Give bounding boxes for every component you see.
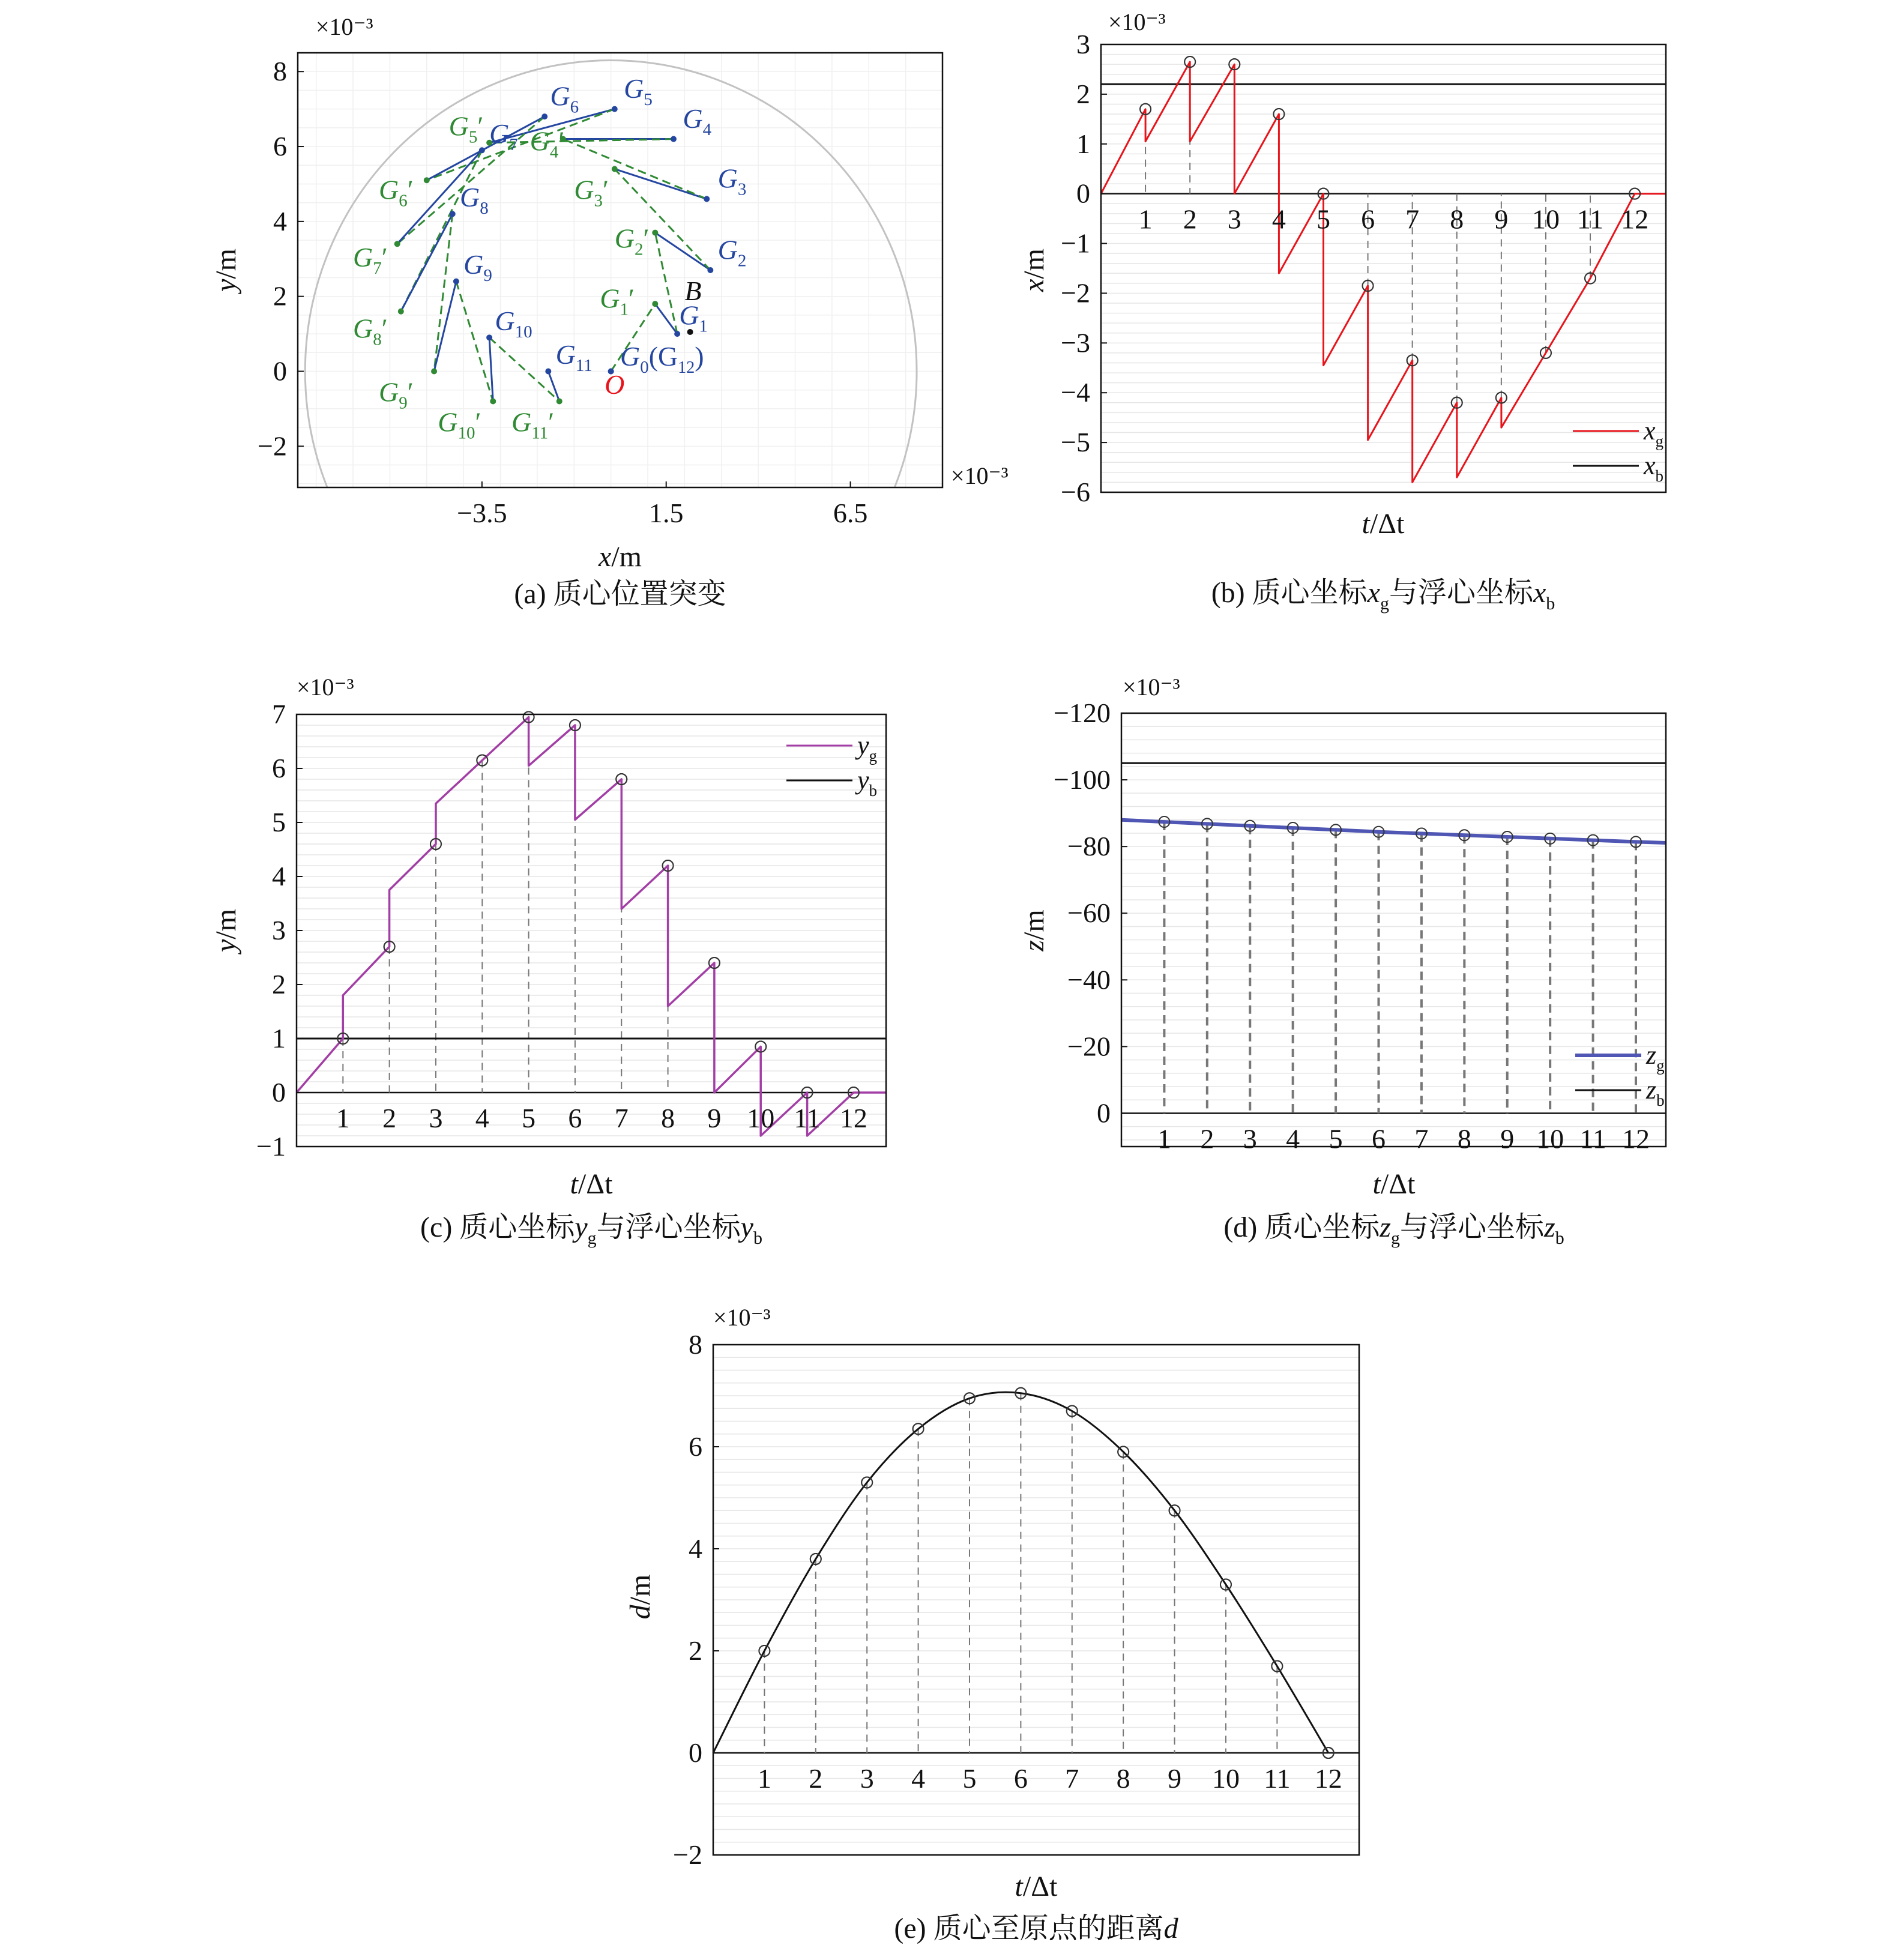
- x-tick-label: 5: [962, 1763, 977, 1794]
- point-g: [486, 334, 492, 340]
- y-tick-label: 1: [1076, 128, 1090, 159]
- label-origin: O: [605, 369, 625, 400]
- point-g-prime: [652, 301, 658, 307]
- y-tick-label: −100: [1054, 764, 1111, 795]
- x-tick-label: 6.5: [833, 498, 868, 528]
- y-tick-label: −6: [1061, 477, 1090, 507]
- x-axis-label: t/Δt: [1015, 1871, 1058, 1902]
- x-tick-label: 9: [707, 1103, 722, 1133]
- y-tick-label: 2: [689, 1635, 702, 1666]
- x-tick-label: 1: [1138, 204, 1153, 235]
- x-tick-label: 12: [1621, 204, 1649, 235]
- label-g-prime: $G_8'$: [353, 313, 388, 349]
- point-g: [704, 196, 710, 202]
- point-g-prime: [556, 398, 562, 404]
- label-g-prime: $G_{11}'$: [511, 406, 555, 443]
- point-g: [450, 211, 456, 217]
- label-g-prime: $G_5'$: [448, 110, 484, 147]
- x-tick-label: 2: [382, 1103, 397, 1133]
- panel-caption: (e) 质心至原点的距离d: [894, 1913, 1178, 1944]
- axis-exponent: ×10⁻³: [1108, 8, 1166, 35]
- label-g: $G_7$: [489, 118, 518, 154]
- y-tick-label: −5: [1061, 427, 1090, 458]
- y-tick-label: 8: [689, 1329, 702, 1360]
- label-g: $G_5$: [624, 73, 653, 109]
- label-g: $G_8$: [460, 181, 489, 218]
- y-tick-label: −60: [1067, 897, 1111, 929]
- y-tick-label: −40: [1067, 964, 1111, 995]
- x-tick-label: 7: [1065, 1763, 1079, 1794]
- label-g-prime: $G_{10}'$: [438, 406, 481, 443]
- x-axis-label: t/Δt: [570, 1168, 613, 1200]
- x-tick-label: 12: [1622, 1123, 1650, 1154]
- y-tick-label: 0: [689, 1737, 702, 1768]
- point-g: [479, 147, 485, 153]
- y-tick-label: −1: [256, 1131, 286, 1162]
- label-g: $G_{10}$: [495, 305, 532, 342]
- x-tick-label: 1: [336, 1103, 350, 1133]
- x-tick-label: 9: [1168, 1763, 1182, 1794]
- x-tick-label: 8: [661, 1103, 675, 1133]
- y-tick-label: −1: [1061, 228, 1090, 259]
- axis-exponent: ×10⁻³: [951, 462, 1009, 489]
- point-g: [453, 279, 459, 285]
- label-g: $G_4$: [683, 103, 712, 139]
- point-g: [707, 267, 713, 273]
- x-tick-label: 5: [522, 1103, 536, 1133]
- x-tick-label: 2: [1183, 204, 1197, 235]
- panel-caption: (c) 质心坐标$y_g$与浮心坐标$y_b$: [420, 1211, 762, 1248]
- y-tick-label: 3: [272, 915, 286, 945]
- y-tick-label: −120: [1054, 698, 1111, 728]
- axis-exponent: ×10⁻³: [297, 674, 354, 701]
- x-tick-label: −3.5: [457, 498, 507, 528]
- panel-caption: (b) 质心坐标$x_g$与浮心坐标$x_b$: [1211, 577, 1555, 614]
- point-g-prime: [652, 230, 658, 236]
- legend-label: $z_g$: [1646, 1040, 1665, 1075]
- y-tick-label: −2: [673, 1839, 702, 1870]
- label-g: $G_0(G_{12})$: [620, 341, 704, 378]
- x-tick-label: 4: [1286, 1123, 1300, 1154]
- x-tick-label: 9: [1500, 1123, 1515, 1154]
- point-g-prime: [398, 309, 404, 315]
- x-tick-label: 6: [1013, 1763, 1028, 1794]
- x-tick-label: 2: [1200, 1123, 1214, 1154]
- legend-label: $z_b$: [1646, 1075, 1665, 1109]
- label-g: $G_3$: [717, 163, 747, 199]
- y-tick-label: 7: [272, 699, 286, 729]
- x-tick-label: 4: [911, 1763, 926, 1794]
- label-g-prime: $G_1'$: [600, 283, 635, 319]
- legend-label: $y_b$: [857, 765, 878, 800]
- label-g-prime: $G_9'$: [379, 376, 414, 413]
- x-tick-label: 11: [1264, 1763, 1291, 1794]
- y-tick-label: 2: [1076, 78, 1090, 109]
- y-axis-label: x/m: [1018, 249, 1050, 292]
- y-tick-label: 6: [689, 1431, 702, 1462]
- y-tick-label: −2: [258, 430, 287, 462]
- y-tick-label: 6: [273, 131, 287, 162]
- y-tick-label: 0: [1097, 1097, 1111, 1129]
- x-tick-label: 11: [1576, 204, 1604, 235]
- point-g: [674, 331, 680, 337]
- y-axis-label: y/m: [210, 909, 242, 952]
- y-axis-label: d/m: [624, 1574, 656, 1620]
- label-g: $G_{11}$: [555, 339, 593, 376]
- point-g: [671, 136, 677, 142]
- y-tick-label: 0: [1076, 178, 1090, 209]
- y-tick-label: 1: [272, 1023, 286, 1054]
- y-tick-label: 6: [272, 753, 286, 783]
- x-tick-label: 1: [757, 1763, 771, 1794]
- point-g: [612, 106, 618, 112]
- x-tick-label: 3: [1243, 1123, 1257, 1154]
- x-tick-label: 6: [568, 1103, 582, 1133]
- legend-label: $x_g$: [1644, 416, 1664, 450]
- x-tick-label: 3: [429, 1103, 443, 1133]
- x-tick-label: 7: [1405, 204, 1420, 235]
- panel-caption: (d) 质心坐标$z_g$与浮心坐标$z_b$: [1223, 1211, 1564, 1248]
- y-tick-label: 3: [1076, 29, 1090, 59]
- point-g: [541, 113, 547, 119]
- x-tick-label: 1.5: [648, 498, 684, 528]
- x-tick-label: 11: [1579, 1123, 1606, 1154]
- x-tick-label: 8: [1116, 1763, 1130, 1794]
- x-tick-label: 10: [1536, 1123, 1564, 1154]
- x-tick-label: 5: [1329, 1123, 1343, 1154]
- point-g-prime: [490, 398, 496, 404]
- x-tick-label: 11: [794, 1103, 821, 1133]
- axis-exponent: ×10⁻³: [316, 13, 373, 40]
- y-tick-label: 5: [272, 807, 286, 837]
- legend-label: $x_b$: [1644, 451, 1664, 485]
- x-tick-label: 3: [860, 1763, 874, 1794]
- x-tick-label: 4: [475, 1103, 489, 1133]
- y-tick-label: 4: [273, 205, 287, 237]
- point-g-prime: [394, 241, 400, 247]
- y-tick-label: 8: [273, 56, 287, 87]
- y-tick-label: 2: [273, 280, 287, 312]
- x-tick-label: 12: [1314, 1763, 1342, 1794]
- axis-exponent: ×10⁻³: [713, 1304, 771, 1331]
- axis-exponent: ×10⁻³: [1123, 674, 1180, 701]
- x-tick-label: 2: [809, 1763, 823, 1794]
- label-g: $G_9$: [463, 249, 492, 286]
- label-g-prime: $G_2'$: [614, 223, 650, 259]
- x-tick-label: 8: [1457, 1123, 1471, 1154]
- label-b: B: [684, 275, 702, 306]
- x-tick-label: 6: [1361, 204, 1375, 235]
- label-g-prime: $G_3'$: [574, 174, 609, 211]
- x-axis-label: x/m: [599, 541, 642, 573]
- x-tick-label: 9: [1494, 204, 1509, 235]
- x-tick-label: 7: [614, 1103, 629, 1133]
- y-axis-label: z/m: [1018, 909, 1050, 951]
- x-tick-label: 5: [1316, 204, 1330, 235]
- x-axis-label: t/Δt: [1362, 508, 1405, 540]
- y-tick-label: 2: [272, 969, 286, 1000]
- x-tick-label: 4: [1271, 204, 1286, 235]
- y-tick-label: −2: [1061, 277, 1090, 309]
- x-axis-label: t/Δt: [1372, 1168, 1416, 1200]
- panel-caption: (a) 质心位置突变: [514, 578, 726, 610]
- y-axis-label: y/m: [210, 249, 242, 292]
- y-tick-label: −3: [1061, 327, 1090, 358]
- point-g-prime: [431, 369, 437, 375]
- label-g: $G_6$: [550, 80, 579, 117]
- y-tick-label: −4: [1061, 377, 1090, 408]
- x-tick-label: 10: [1531, 204, 1560, 235]
- x-tick-label: 3: [1227, 204, 1241, 235]
- y-tick-label: −20: [1067, 1031, 1111, 1062]
- label-g: $G_2$: [717, 234, 747, 271]
- x-tick-label: 10: [747, 1103, 775, 1133]
- y-tick-label: 0: [273, 355, 287, 387]
- x-tick-label: 1: [1157, 1123, 1171, 1154]
- x-tick-label: 12: [839, 1103, 867, 1133]
- y-tick-label: 0: [272, 1077, 286, 1108]
- x-tick-label: 7: [1414, 1123, 1429, 1154]
- label-g-prime: $G_7'$: [353, 241, 388, 278]
- x-tick-label: 6: [1372, 1123, 1386, 1154]
- point-g: [545, 369, 551, 375]
- x-tick-label: 10: [1211, 1763, 1240, 1794]
- label-g-prime: $G_6'$: [379, 174, 414, 211]
- y-tick-label: −80: [1067, 831, 1111, 862]
- label-g-prime: $G_4'$: [529, 125, 565, 162]
- label-g: $G_1$: [679, 300, 708, 336]
- point-g-prime: [424, 177, 430, 183]
- legend-label: $y_g$: [857, 731, 878, 765]
- y-tick-label: 4: [272, 861, 286, 891]
- x-tick-label: 8: [1450, 204, 1464, 235]
- point-g-prime: [612, 166, 618, 172]
- y-tick-label: 4: [689, 1533, 702, 1564]
